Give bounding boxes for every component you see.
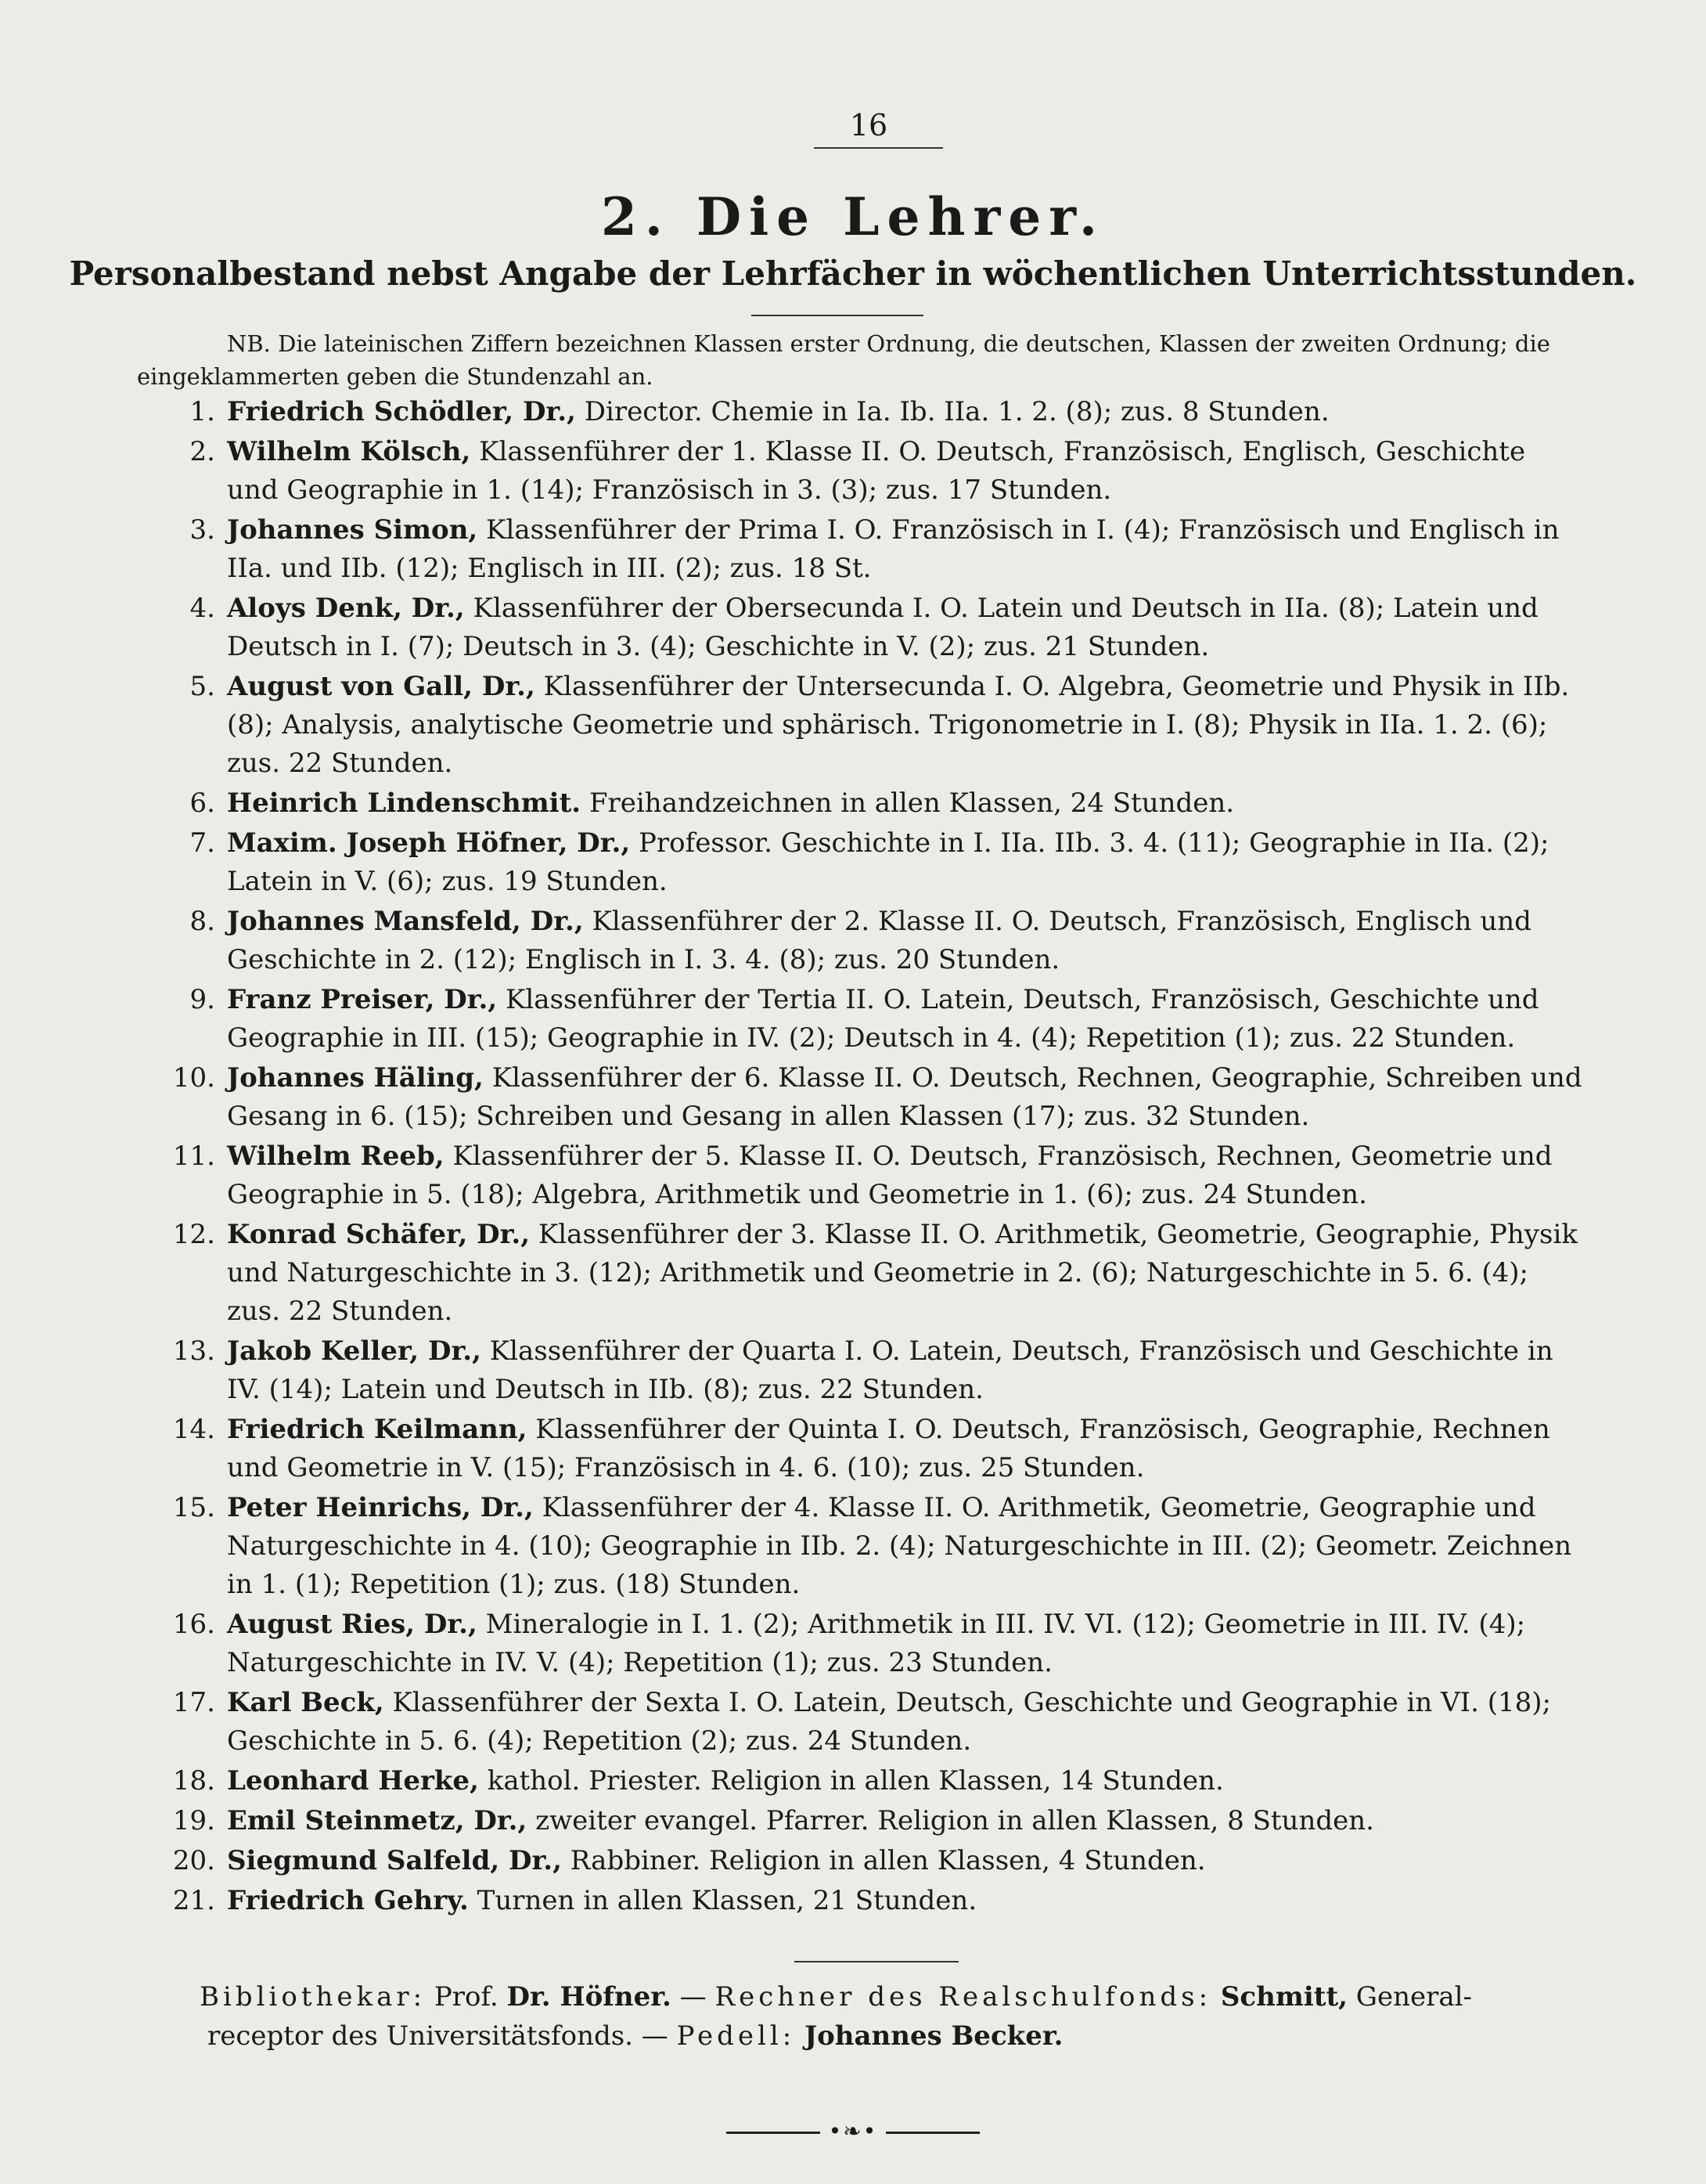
list-item xyxy=(137,589,1585,666)
teacher-duties: Klassenführer der 2. Klasse II. O. Deutsch, Französisch, Englisch und Geschichte in 2. (12); Englisch in I. 3. 4. (8); zus. 20 Stunden. xyxy=(227,906,1531,975)
list-item xyxy=(137,981,1585,1058)
note-paragraph: NB. Die lateinischen Ziffern bezeichnen Klassen erster Ordnung, die deutschen, Klassen der zweiten Ordnung; die eingeklammerten geben die Stundenzahl an. xyxy=(137,330,1550,390)
teacher-name: Heinrich Lindenschmit. xyxy=(227,787,581,819)
list-item xyxy=(137,784,1585,823)
librarian-label: Bibliothekar: xyxy=(200,1981,426,2013)
librarian-name: Dr. Höfner. xyxy=(506,1981,671,2013)
teacher-duties: Klassenführer der 1. Klasse II. O. Deutsch, Französisch, Englisch, Geschichte und Geographie in 1. (14); Französisch in 3. (3); zus. 17 Stunden. xyxy=(227,436,1526,506)
list-item xyxy=(137,1411,1585,1487)
entry-number: 2. xyxy=(189,436,215,467)
teacher-duties: Klassenführer der 5. Klasse II. O. Deutsch, Französisch, Rechnen, Geometrie und Geographie in 5. (18); Algebra, Arithmetik und Geometrie in 1. (6); zus. 24 Stunden. xyxy=(227,1141,1553,1210)
teacher-name: Jakob Keller, Dr., xyxy=(227,1335,481,1367)
list-item xyxy=(137,824,1585,901)
entry-number: 5. xyxy=(189,671,215,702)
entry-number: 4. xyxy=(189,593,215,624)
accountant-name: Schmitt, xyxy=(1211,1981,1348,2013)
accountant-label: Rechner des Realschulfonds: xyxy=(714,1981,1212,2013)
teacher-name: Franz Preiser, Dr., xyxy=(227,984,498,1015)
teacher-name: Johannes Simon, xyxy=(227,514,478,546)
beadle-name: Johannes Becker. xyxy=(795,2020,1064,2052)
teacher-name: Emil Steinmetz, Dr., xyxy=(227,1805,527,1836)
ornament-line-left xyxy=(726,2132,820,2134)
list-item xyxy=(137,511,1585,588)
entry-number: 19. xyxy=(172,1805,215,1836)
teacher-name: Leonhard Herke, xyxy=(227,1765,479,1797)
teacher-name: Konrad Schäfer, Dr., xyxy=(227,1219,531,1250)
list-item xyxy=(137,1842,1585,1880)
teacher-name: Friedrich Keilmann, xyxy=(227,1414,527,1445)
teacher-name: Maxim. Joseph Höfner, Dr., xyxy=(227,827,631,859)
teacher-name: Karl Beck, xyxy=(227,1687,384,1718)
entry-number: 17. xyxy=(172,1687,215,1718)
entry-number: 12. xyxy=(172,1219,215,1250)
entry-number: 16. xyxy=(172,1609,215,1640)
list-item xyxy=(137,1216,1585,1331)
entry-number: 8. xyxy=(189,906,215,937)
entry-number: 1. xyxy=(189,396,215,427)
page-number: 16 xyxy=(849,108,888,142)
teacher-name: Siegmund Salfeld, Dr., xyxy=(227,1845,562,1876)
teacher-name: August von Gall, Dr., xyxy=(227,671,535,702)
teacher-name: Friedrich Gehry. xyxy=(227,1885,469,1916)
entry-number: 6. xyxy=(189,787,215,819)
teacher-duties: Klassenführer der Quarta I. O. Latein, Deutsch, Französisch und Geschichte in IV. (14); Latein und Deutsch in IIb. (8); zus. 22 Stunden. xyxy=(227,1335,1553,1405)
subtitle-rule xyxy=(751,315,923,316)
teacher-duties: Klassenführer der 6. Klasse II. O. Deutsch, Rechnen, Geographie, Schreiben und Gesang in 6. (15); Schreiben und Gesang in allen Klassen (17); zus. 32 Stunden. xyxy=(227,1062,1582,1132)
accountant-role: General-receptor des Universitätsfonds. xyxy=(207,1981,1472,2052)
teacher-duties: Klassenführer der Obersecunda I. O. Latein und Deutsch in IIa. (8); Latein und Deutsch in I. (7); Deutsch in 3. (4); Geschichte in V. (2); zus. 21 Stunden. xyxy=(227,593,1539,662)
entry-number: 7. xyxy=(189,827,215,859)
footer-dash: — xyxy=(671,1981,715,2013)
teacher-duties: Klassenführer der Prima I. O. Französisch in I. (4); Französisch und Englisch in IIa. und IIb. (12); Englisch in III. (2); zus. 18 St. xyxy=(227,514,1560,584)
teacher-duties: Turnen in allen Klassen, 21 Stunden. xyxy=(468,1885,977,1916)
ornament-divider xyxy=(712,2118,994,2144)
teacher-duties: Mineralogie in I. 1. (2); Arithmetik in III. IV. VI. (12); Geometrie in III. IV. (4); Naturgeschichte in IV. V. (4); Repetition (1); zus. 23 Stunden. xyxy=(227,1609,1526,1678)
list-item xyxy=(137,903,1585,979)
list-item xyxy=(137,1332,1585,1409)
list-item xyxy=(137,1606,1585,1682)
teacher-name: Wilhelm Kölsch, xyxy=(227,436,471,467)
list-item xyxy=(137,393,1585,431)
top-rule xyxy=(814,147,943,149)
teacher-duties: Klassenführer der Tertia II. O. Latein, Deutsch, Französisch, Geschichte und Geographie in III. (15); Geographie in IV. (2); Deutsch in 4. (4); Repetition (1); zus. 22 Stunden. xyxy=(227,984,1539,1054)
teacher-name: August Ries, Dr., xyxy=(227,1609,477,1640)
staff-footer xyxy=(200,1977,1585,2056)
list-item xyxy=(137,433,1585,510)
entry-number: 3. xyxy=(189,514,215,546)
section-subtitle: Personalbestand nebst Angabe der Lehrfächer in wöchentlichen Unterrichtsstunden. xyxy=(69,254,1637,293)
footer-dash: — xyxy=(632,2020,677,2052)
teacher-name: Aloys Denk, Dr., xyxy=(227,593,465,624)
list-item xyxy=(137,1762,1585,1800)
teacher-duties: Klassenführer der 3. Klasse II. O. Arithmetik, Geometrie, Geographie, Physik und Naturgeschichte in 3. (12); Arithmetik und Geometrie in 2. (6); Naturgeschichte in 5. 6. (4); zus. 22 Stunden. xyxy=(227,1219,1578,1327)
teacher-duties: Klassenführer der Quinta I. O. Deutsch, Französisch, Geographie, Rechnen und Geometrie in V. (15); Französisch in 4. 6. (10); zus. 25 Stunden. xyxy=(227,1414,1550,1483)
list-item xyxy=(137,1137,1585,1214)
teacher-duties: Professor. Geschichte in I. IIa. IIb. 3. 4. (11); Geographie in IIa. (2); Latein in V. (6); zus. 19 Stunden. xyxy=(227,827,1549,897)
list-item xyxy=(137,1059,1585,1136)
entry-number: 15. xyxy=(172,1492,215,1523)
teacher-name: Peter Heinrichs, Dr., xyxy=(227,1492,534,1523)
section-title: 2. Die Lehrer. xyxy=(601,186,1105,247)
teacher-duties: Freihandzeichnen in allen Klassen, 24 Stunden. xyxy=(581,787,1235,819)
teacher-duties: Klassenführer der Sexta I. O. Latein, Deutsch, Geschichte und Geographie in VI. (18); Geschichte in 5. 6. (4); Repetition (2); zus. 24 Stunden. xyxy=(227,1687,1551,1757)
teacher-name: Johannes Häling, xyxy=(227,1062,484,1094)
list-item xyxy=(137,1684,1585,1761)
list-item xyxy=(137,1802,1585,1840)
teacher-duties: Klassenführer der 4. Klasse II. O. Arithmetik, Geometrie, Geographie und Naturgeschichte in 4. (10); Geographie in IIb. 2. (4); Naturgeschichte in III. (2); Geometr. Zeichnen in 1. (1); Repetition (1); zus. (18) Stunden. xyxy=(227,1492,1572,1600)
list-item xyxy=(137,668,1585,783)
librarian-title: Prof. xyxy=(426,1981,507,2013)
teacher-duties: zweiter evangel. Pfarrer. Religion in allen Klassen, 8 Stunden. xyxy=(527,1805,1374,1836)
entry-number: 14. xyxy=(172,1414,215,1445)
teacher-name: Wilhelm Reeb, xyxy=(227,1141,444,1172)
entry-number: 9. xyxy=(189,984,215,1015)
teacher-duties: kathol. Priester. Religion in allen Klassen, 14 Stunden. xyxy=(478,1765,1224,1797)
entry-number: 21. xyxy=(172,1885,215,1916)
teacher-name: Friedrich Schödler, Dr., xyxy=(227,396,576,427)
list-item xyxy=(137,1882,1585,1920)
entry-number: 11. xyxy=(172,1141,215,1172)
teacher-name: Johannes Mansfeld, Dr., xyxy=(227,906,584,937)
beadle-label: Pedell: xyxy=(676,2020,796,2052)
teacher-duties: Director. Chemie in Ia. Ib. IIa. 1. 2. (8); zus. 8 Stunden. xyxy=(575,396,1330,427)
teacher-duties: Rabbiner. Religion in allen Klassen, 4 Stunden. xyxy=(561,1845,1206,1876)
entry-number: 13. xyxy=(172,1335,215,1367)
entry-number: 20. xyxy=(172,1845,215,1876)
list-item xyxy=(137,1489,1585,1604)
entry-number: 18. xyxy=(172,1765,215,1797)
footer-rule xyxy=(794,1961,959,1962)
ornament-line-right xyxy=(886,2132,980,2134)
ornament-icon: •❧• xyxy=(828,2118,878,2144)
entry-number: 10. xyxy=(172,1062,215,1094)
teacher-list xyxy=(137,393,1585,1922)
teacher-duties: Klassenführer der Untersecunda I. O. Algebra, Geometrie und Physik in IIb. (8); Analysis, analytische Geometrie und sphärisch. Trigonometrie in I. (8); Physik in IIa. 1. 2. (6); zus. 22 Stunden. xyxy=(227,671,1570,779)
